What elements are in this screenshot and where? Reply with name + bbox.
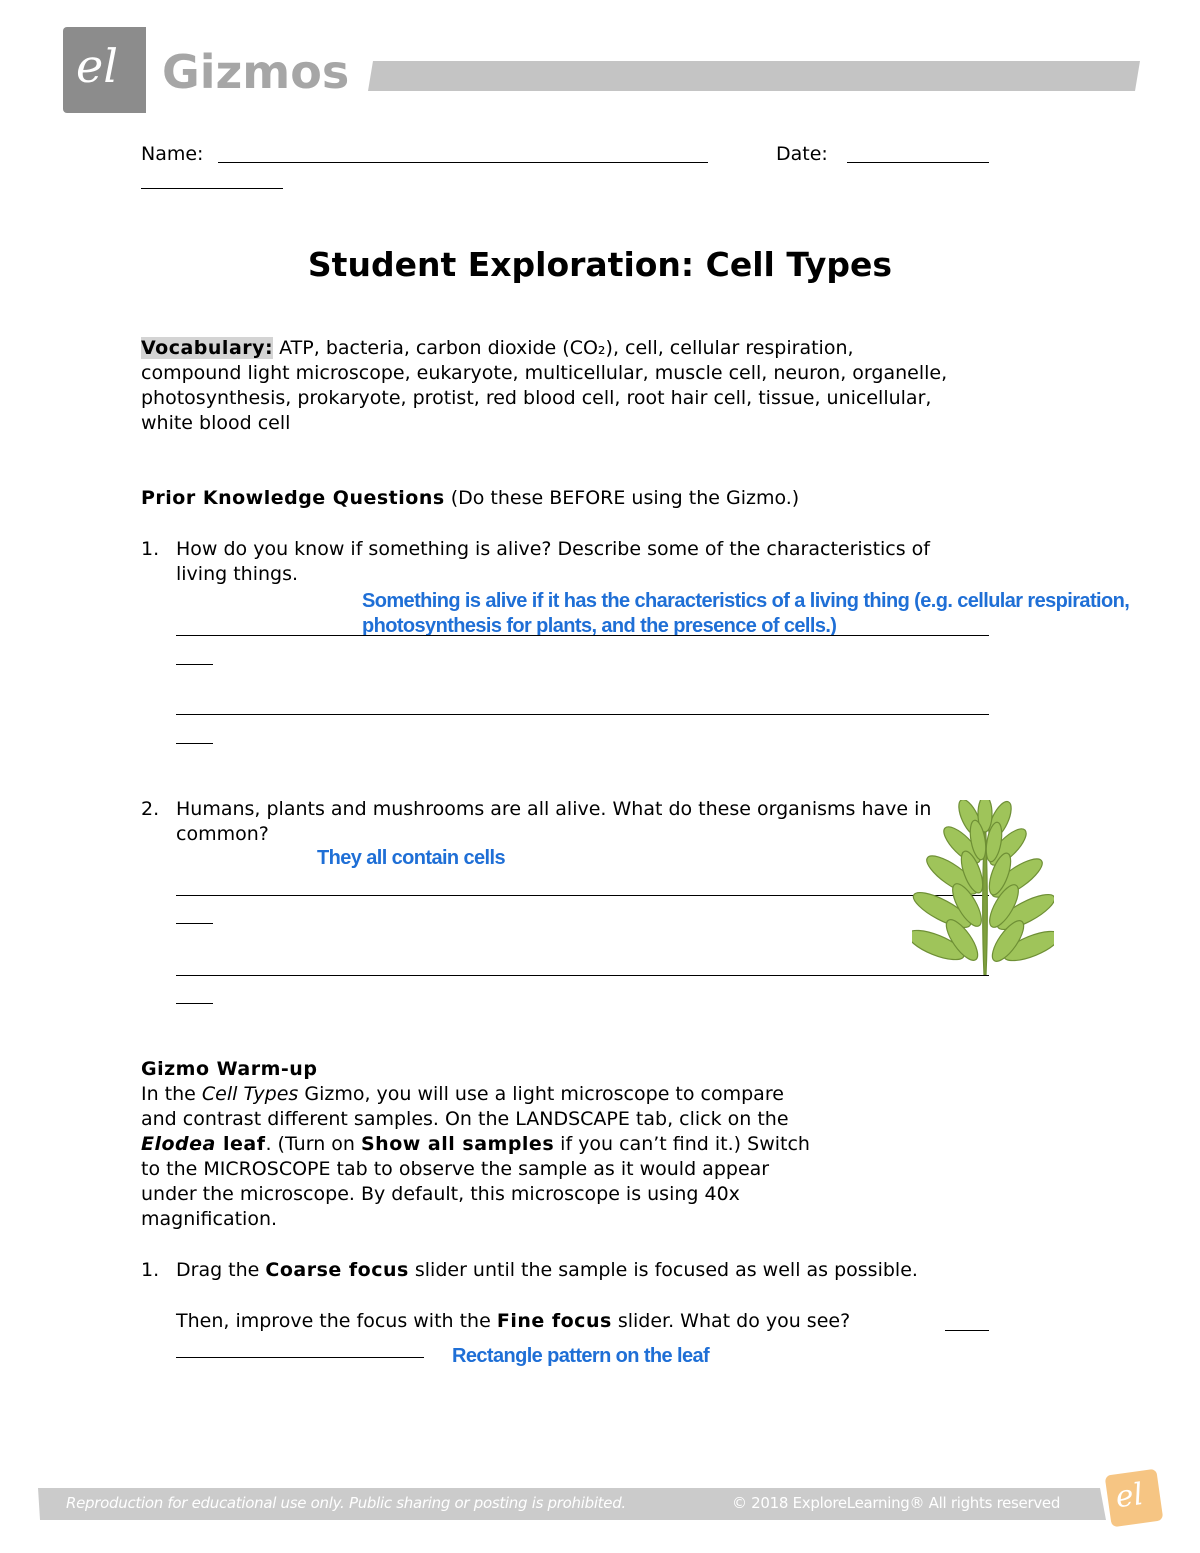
logo-mark (63, 27, 146, 113)
warmup-section: Gizmo Warm-up In the Cell Types Gizmo, you will use a light microscope to compare and contrast different samples. On the LANDSCAPE tab, click on the Elodea leaf. (Turn on Show all samples if you can’t find it.) Switch to the MICROSCOPE tab to observe the sample as it would appear under the microscope. By default, this microscope is using 40x magnification. (141, 1058, 810, 1230)
answer-line[interactable] (176, 743, 213, 744)
prior-knowledge-heading: Prior Knowledge Questions (Do these BEFORE using the Gizmo.) (141, 487, 800, 509)
question-text: Then, improve the focus with the Fine focus slider. What do you see? (176, 1310, 851, 1332)
answer-line[interactable] (176, 975, 989, 976)
name-label: Name: (141, 143, 204, 165)
answer-line[interactable] (176, 1003, 213, 1004)
elodea-plant-illustration (912, 800, 1054, 975)
answer-line[interactable] (176, 1357, 424, 1358)
date-field[interactable] (847, 162, 989, 163)
footer-notice: Reproduction for educational use only. Public sharing or posting is prohibited. (66, 1494, 626, 1512)
page-title: Student Exploration: Cell Types (307, 245, 893, 284)
footer-logo-mark: el (1105, 1469, 1164, 1528)
answer-line[interactable] (945, 1330, 989, 1331)
header-bar (368, 61, 1140, 91)
answer-line[interactable] (176, 923, 213, 924)
question-text: Drag the Coarse focus slider until the sample is focused as well as possible. (176, 1259, 918, 1281)
question-number: 1. (141, 538, 160, 560)
logo-mark-text: el (76, 39, 118, 93)
answer-line[interactable] (176, 664, 213, 665)
question-number: 1. (141, 1259, 160, 1281)
answer-line[interactable] (176, 895, 989, 896)
date-label: Date: (776, 143, 828, 165)
answer-text[interactable]: Rectangle pattern on the leaf (452, 1345, 710, 1367)
logo-text: Gizmos (162, 45, 350, 99)
answer-text[interactable]: They all contain cells (317, 847, 505, 869)
question-text: Humans, plants and mushrooms are all alive. What do these organisms have in common? (176, 798, 932, 845)
name-field[interactable] (218, 162, 708, 163)
question-number: 2. (141, 798, 160, 820)
warmup-heading: Gizmo Warm-up (141, 1058, 318, 1080)
vocabulary-label: Vocabulary: (141, 337, 274, 359)
footer-copyright: © 2018 ExploreLearning® All rights reserved (732, 1494, 1061, 1512)
answer-line[interactable] (176, 714, 989, 715)
answer-text[interactable]: Something is alive if it has the characteristics of a living thing (e.g. cellular respiration, photosynthesis for plants, and the presence of cells.) (362, 590, 1130, 637)
vocabulary: Vocabulary: ATP, bacteria, carbon dioxide (CO₂), cell, cellular respiration, compound light microscope, eukaryote, multicellular, muscle cell, neuron, organelle, photosynthesis, prokaryote, protist, red blood cell, root hair cell, tissue, unicellular, white blood cell (141, 337, 948, 434)
answer-line[interactable] (176, 635, 989, 636)
question-text: How do you know if something is alive? Describe some of the characteristics of living things. (176, 538, 930, 585)
date-field-continuation[interactable] (141, 188, 283, 189)
